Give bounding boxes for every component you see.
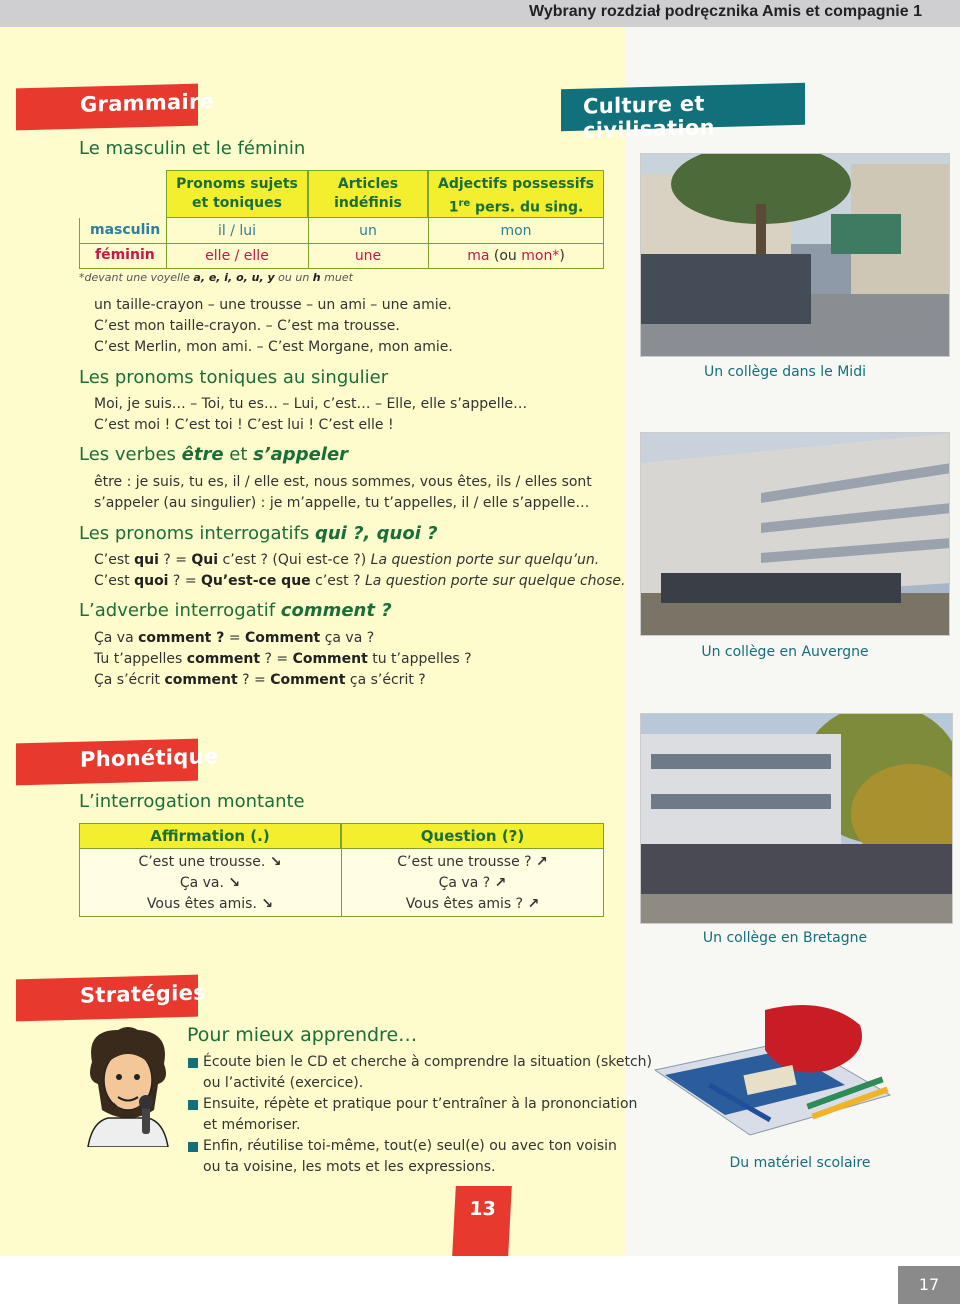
header-line: 1re pers. du sing. [448,198,584,216]
top-header-bar [0,0,960,27]
bullet-square [188,1142,198,1152]
cell-masc-possessif: mon [500,223,532,239]
cell-fem-article: une [354,248,382,264]
grammaire-ribbon: Grammaire [16,84,198,131]
page-footer [0,1256,960,1304]
example-line: C’est mon taille-crayon. – C’est ma trousse. [94,318,400,334]
school-supplies-image [645,1000,910,1145]
strategy-line: Ensuite, répète et pratique pour t’entraîner à la prononciation [203,1096,638,1112]
interrogatif-quoi-line: C’est quoi ? = Qu’est-ce que c’est ? La question porte sur quelque chose. [94,573,626,589]
example-line: C’est Merlin, mon ami. – C’est Morgane, mon amie. [94,339,453,355]
toniques-title: Les pronoms toniques au singulier [79,367,389,388]
verbes-line: s’appeler (au singulier) : je m’appelle, tu t’appelles, il / elle s’appelle… [94,495,590,511]
masc-fem-title: Le masculin et le féminin [79,138,306,159]
table-footnote: *devant une voyelle a, e, i, o, u, y ou un h muet [79,271,353,284]
phonetics-header-question: Question (?) [341,823,604,849]
mascot-illustration [78,1022,178,1147]
photo-college-auvergne [640,432,950,636]
row-label-feminin: féminin [95,247,155,263]
caption-auvergne: Un collège en Auvergne [701,644,869,660]
affirmation-line: C’est une trousse. ↘ [138,854,282,870]
question-line: Ça va ? ↗ [438,875,507,891]
header-line: Adjectifs possessifs [438,176,594,192]
header-line: indéfinis [334,195,402,211]
adverbe-line: Ça va comment ? = Comment ça va ? [94,630,375,646]
header-line: Pronoms sujets [176,176,298,192]
culture-ribbon: Culture et civilisation [561,83,805,131]
phonetique-title: L’interrogation montante [79,791,305,812]
adverbe-line: Ça s’écrit comment ? = Comment ça s’écrit ? [94,672,426,688]
affirmation-line: Ça va. ↘ [179,875,241,891]
row-label-masculin: masculin [90,222,161,238]
strategy-line: Enfin, réutilise toi-même, tout(e) seul(e) ou avec ton voisin [203,1138,617,1154]
strategies-ribbon: Stratégies [16,975,198,1022]
caption-materiel: Du matériel scolaire [729,1155,871,1171]
strategy-line: ou l’activité (exercice). [203,1075,364,1091]
bullet-square [188,1058,198,1068]
table-divider [79,268,604,269]
header-line: Articles [337,176,399,192]
cell-fem-pronom: elle / elle [205,248,269,264]
photo-college-bretagne [640,713,953,924]
cell-masc-pronom: il / lui [217,223,257,239]
page-number: 17 [898,1266,960,1304]
adverbe-line: Tu t’appelles comment ? = Comment tu t’appelles ? [94,651,472,667]
strategy-line: Écoute bien le CD et cherche à comprendre la situation (sketch) [203,1054,652,1070]
table-divider [79,243,604,244]
photo-college-midi [640,153,950,357]
table-divider [79,218,80,269]
header-line: et toniques [192,195,282,211]
strategy-line: et mémoriser. [203,1117,301,1133]
interrogatif-qui-line: C’est qui ? = Qui c’est ? (Qui est-ce ?) La question porte sur quelqu’un. [94,552,600,568]
cell-masc-article: un [359,223,377,239]
interrogatifs-title: Les pronoms interrogatifs qui ?, quoi ? [79,523,438,544]
strategy-line: ou ta voisine, les mots et les expressions. [203,1159,496,1175]
cell-fem-possessif: ma (ou mon*) [467,248,565,264]
question-line: Vous êtes amis ? ↗ [405,896,540,912]
table-header-possessifs [428,170,604,218]
bullet-square [188,1100,198,1110]
table-header-articles [308,170,428,218]
affirmation-line: Vous êtes amis. ↘ [146,896,274,912]
caption-bretagne: Un collège en Bretagne [702,930,868,946]
document-title: Wybrany rozdział podręcznika Amis et compagnie 1 [529,3,922,20]
example-line: un taille-crayon – une trousse – un ami – une amie. [94,297,452,313]
caption-midi: Un collège dans le Midi [704,364,866,380]
toniques-line: Moi, je suis… – Toi, tu es… – Lui, c’est… – Elle, elle s’appelle… [94,396,528,412]
verbes-title: Les verbes être et s’appeler [79,444,349,465]
verbes-line: être : je suis, tu es, il / elle est, nous sommes, vous êtes, ils / elles sont [94,474,592,490]
adverbe-title: L’adverbe interrogatif comment ? [79,600,392,621]
table-header-pronoms [166,170,308,218]
question-line: C’est une trousse ? ↗ [397,854,548,870]
phonetics-header-affirmation: Affirmation (.) [79,823,341,849]
strategies-title: Pour mieux apprendre… [187,1024,418,1046]
toniques-line: C’est moi ! C’est toi ! C’est lui ! C’est elle ! [94,417,394,433]
phonetique-ribbon: Phonétique [16,739,198,786]
page-tab: 13 [452,1186,512,1256]
